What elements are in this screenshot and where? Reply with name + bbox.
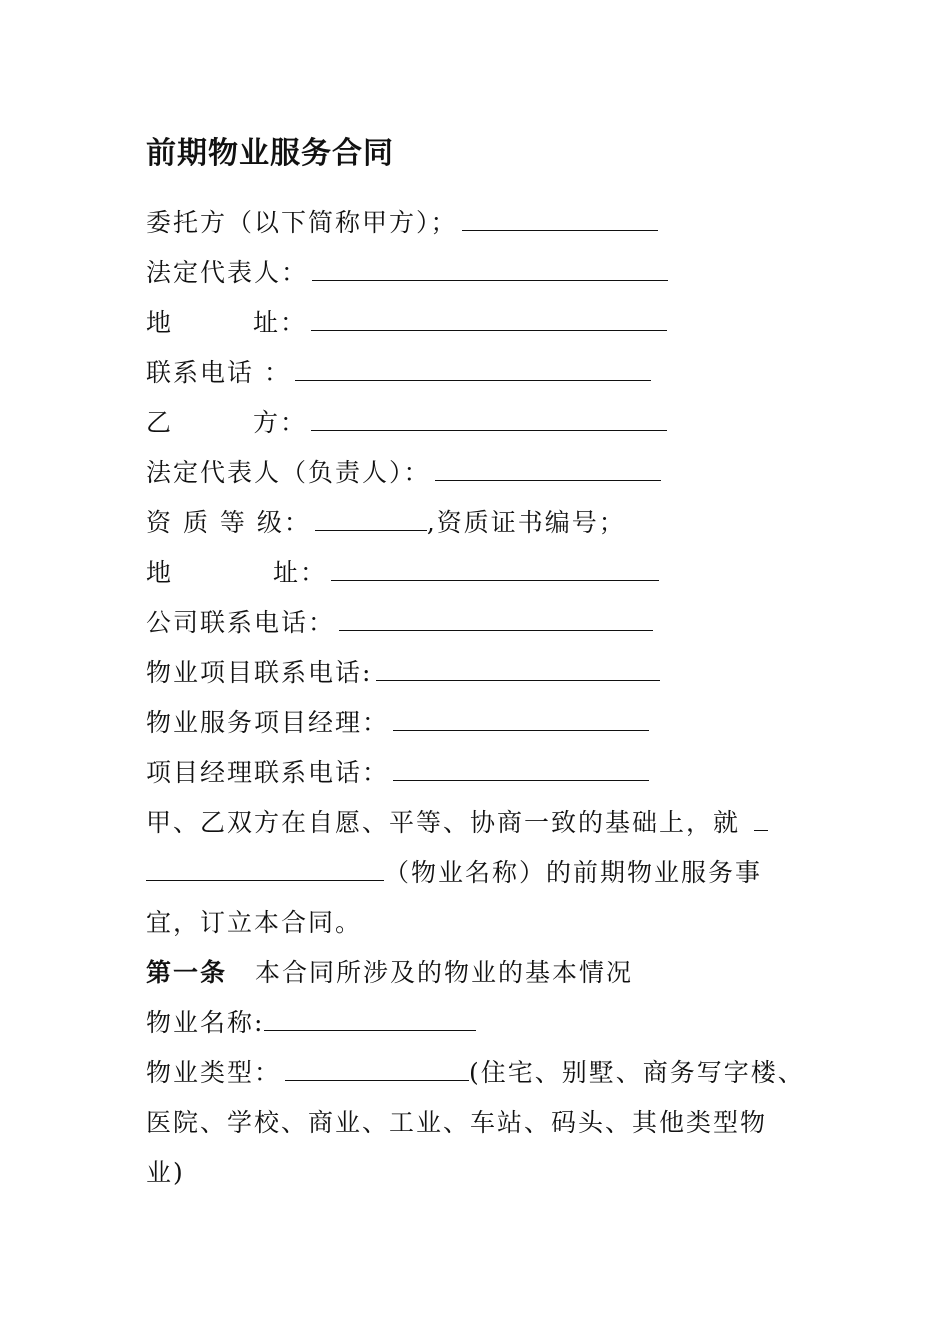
field-contractor-address <box>146 556 659 590</box>
field-project-manager-blank[interactable] <box>393 708 649 731</box>
property-name-blank-start[interactable] <box>754 808 768 831</box>
article-1-text: 本合同所涉及的物业的基本情况 <box>255 958 634 987</box>
field-contractor-representative-blank[interactable] <box>435 458 661 481</box>
field-project-phone-blank[interactable] <box>376 658 660 681</box>
field-qualification <box>146 506 626 540</box>
field-manager-phone-blank[interactable] <box>393 758 649 781</box>
property-type-options-line-3 <box>146 1156 185 1190</box>
field-contractor-blank[interactable] <box>311 408 667 431</box>
intro-line-1-text: 甲、乙双方在自愿、平等、协商一致的基础上，就 <box>146 808 741 837</box>
field-client-phone <box>146 356 651 390</box>
intro-line-3-text: 宜，订立本合同。 <box>146 908 363 937</box>
property-type-line <box>146 1056 805 1090</box>
property-name-field-blank[interactable] <box>264 1008 476 1031</box>
field-contractor-address-blank[interactable] <box>331 558 659 581</box>
property-name-label: 物业名称: <box>146 1008 265 1037</box>
article-1-label: 第一条 <box>146 958 228 987</box>
field-contractor-representative-label: 法定代表人（负责人）： <box>146 458 431 487</box>
field-contractor-address-label: 地 <box>146 558 174 587</box>
field-project-phone <box>146 656 660 690</box>
property-type-options-2: 医院、学校、商业、工业、车站、码头、其他类型物 <box>146 1108 768 1137</box>
field-client-address <box>146 306 667 340</box>
field-contractor <box>146 406 667 440</box>
field-project-manager-label: 物业服务项目经理： <box>146 708 390 737</box>
field-client-blank[interactable] <box>462 208 658 231</box>
document-title: 前期物业服务合同 <box>146 136 394 171</box>
field-manager-phone-label: 项目经理联系电话： <box>146 758 390 787</box>
field-qualification-label: 资 质 等 级： <box>146 508 311 537</box>
property-name-blank[interactable] <box>146 858 384 881</box>
field-client-address-blank[interactable] <box>311 308 667 331</box>
property-type-options-1: (住宅、别墅、商务写字楼、 <box>469 1058 805 1087</box>
field-project-manager <box>146 706 649 740</box>
field-client-address-label: 地 <box>146 308 174 337</box>
field-client-phone-label: 联系电话 ： <box>146 358 291 387</box>
article-1-heading <box>146 956 633 990</box>
field-project-phone-label: 物业项目联系电话: <box>146 658 373 687</box>
field-company-phone-blank[interactable] <box>339 608 653 631</box>
property-type-blank[interactable] <box>285 1058 469 1081</box>
property-name-line <box>146 1006 476 1040</box>
field-qualification-suffix: ,资质证书编号； <box>426 508 626 537</box>
field-client-representative <box>146 256 668 290</box>
field-contractor-label: 乙 <box>146 408 174 437</box>
field-company-phone <box>146 606 653 640</box>
intro-line-2-text: （物业名称）的前期物业服务事 <box>384 858 763 887</box>
intro-line-1 <box>146 806 768 840</box>
field-contractor-address-label2: 址： <box>273 558 328 587</box>
field-manager-phone <box>146 756 649 790</box>
document-page <box>146 0 826 1344</box>
property-type-options-3: 业) <box>146 1158 185 1187</box>
intro-line-3 <box>146 906 362 940</box>
field-client-representative-blank[interactable] <box>312 258 668 281</box>
field-contractor-representative <box>146 456 661 490</box>
field-client-address-label2: 址： <box>253 308 308 337</box>
property-type-options-line-2 <box>146 1106 767 1140</box>
intro-line-2 <box>146 856 762 890</box>
field-company-phone-label: 公司联系电话： <box>146 608 336 637</box>
field-qualification-blank[interactable] <box>315 508 427 531</box>
field-client-phone-blank[interactable] <box>295 358 651 381</box>
field-client <box>146 206 658 240</box>
field-contractor-label2: 方： <box>253 408 308 437</box>
field-client-representative-label: 法定代表人： <box>146 258 309 287</box>
property-type-label: 物业类型： <box>146 1058 282 1087</box>
field-client-label: 委托方（以下简称甲方）； <box>146 208 458 237</box>
